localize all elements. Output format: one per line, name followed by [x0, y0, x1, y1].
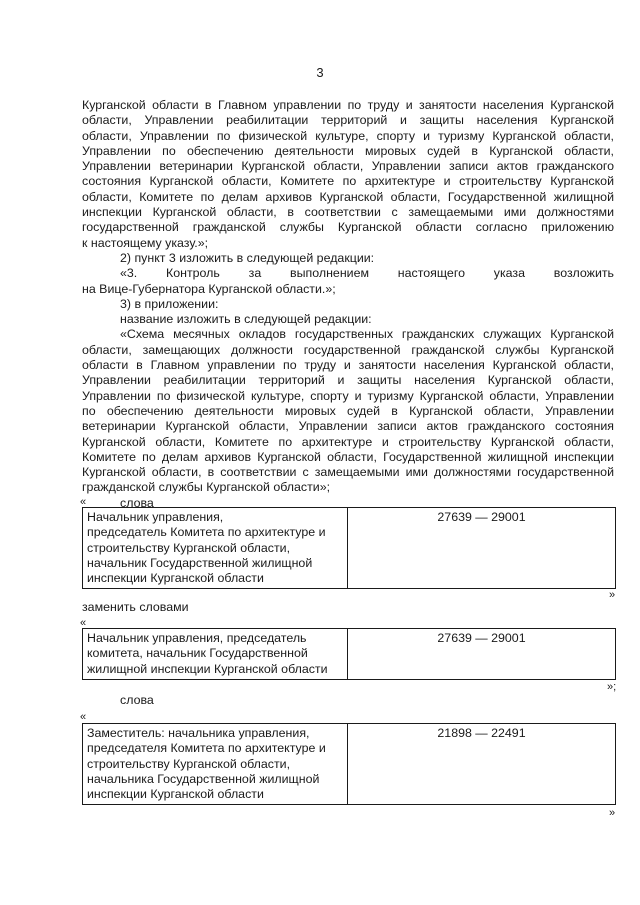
intro-line: Управлении ветеринарии Курганской области, Управлении записи актов гражданского	[82, 159, 614, 174]
position-cell	[83, 508, 348, 589]
control-line-2: на Вице-Губернатора Курганской области.»;	[82, 281, 336, 296]
intro-line: области, Комитете по делам архивов Курганской области, Государственной жилищной	[82, 189, 614, 204]
name-line: название изложить в следующей редакции:	[120, 312, 372, 327]
position-cell	[83, 629, 348, 680]
position-line: строительству Курганской области,	[87, 540, 291, 555]
position-line: Начальник управления, председатель	[87, 631, 307, 645]
schema-line: Курганской области, в соответствии с замещаемыми ими должностями государственной	[82, 465, 614, 480]
quote-close: »	[609, 589, 616, 601]
schema-line: Управлении по физической культуре, спорту и туризму Курганской области, Управлении	[82, 388, 614, 403]
position-line: комитета, начальник Государственной	[87, 646, 308, 661]
position-line: инспекции Курганской области	[87, 787, 264, 802]
salary-table-new-head	[82, 628, 616, 680]
quote-open: «	[80, 496, 87, 508]
schema-line: «Схема месячных окладов государственных гражданских служащих Курганской	[120, 327, 614, 342]
position-line: жилищной инспекции Курганской области	[87, 661, 328, 676]
salary-cell: 27639 — 29001	[348, 508, 616, 589]
salary-cell: 27639 — 29001	[348, 629, 616, 680]
position-line: председатель Комитета по архитектуре и	[87, 525, 326, 540]
item-2-heading: 2) пункт 3 изложить в следующей редакции:	[120, 250, 375, 265]
intro-paragraph	[82, 98, 614, 511]
intro-line: к настоящему указу.»;	[82, 235, 209, 250]
schema-line: области в Главном управлении по труду и занятости населения Курганской области,	[82, 358, 614, 373]
replace-label: заменить словами	[82, 600, 189, 614]
table-row	[83, 508, 616, 589]
position-line: строительству Курганской области,	[87, 756, 291, 771]
position-line: Начальник управления,	[87, 510, 224, 524]
position-line: Заместитель: начальника управления,	[87, 726, 310, 740]
schema-line: Комитете по делам архивов Курганской области, Государственной жилищной инспекции	[82, 449, 614, 464]
item-3-heading: 3) в приложении:	[120, 296, 219, 311]
position-cell	[83, 724, 348, 805]
schema-line: ветеринарии Курганской области, Управлении записи актов гражданского состояния	[82, 419, 614, 434]
words-label: слова	[120, 495, 154, 510]
intro-line: состояния Курганской области, Комитете по архитектуре и строительству Курганской	[82, 174, 614, 189]
schema-line: области, замещающих должности государственной гражданской службы Курганской	[82, 342, 614, 357]
intro-line: области, Управлении реабилитации территорий и защиты населения Курганской	[82, 113, 614, 128]
intro-line: Курганской области в Главном управлении по труду и занятости населения Курганской	[82, 98, 614, 112]
quote-open: «	[80, 617, 87, 629]
intro-line: государственной гражданской службы Курганской области согласно приложению	[82, 220, 614, 235]
intro-line: Управлении по обеспечению деятельности мировых судей в Курганской области,	[82, 143, 614, 158]
quote-close: »	[609, 807, 616, 819]
page-number: 3	[316, 65, 324, 80]
intro-line: области, Управлении по физической культуре, спорту и туризму Курганской области,	[82, 128, 614, 143]
salary-cell: 21898 — 22491	[348, 724, 616, 805]
table-row	[83, 724, 616, 805]
schema-line: по обеспечению деятельности мировых судей в Курганской области, Управлении	[82, 403, 614, 418]
table-row	[83, 629, 616, 680]
position-line: председателя Комитета по архитектуре и	[87, 741, 326, 756]
salary-table-old-deputy	[82, 723, 616, 805]
position-line: инспекции Курганской области	[87, 571, 264, 586]
schema-line: Управлении реабилитации территорий и защиты населения Курганской области,	[82, 373, 614, 388]
quote-open: «	[80, 711, 87, 723]
control-line-1: «3. Контроль за выполнением настоящего указа возложить	[120, 266, 614, 281]
salary-table-old-head	[82, 507, 616, 589]
schema-line: гражданской службы Курганской области»;	[82, 480, 331, 495]
intro-line: инспекции Курганской области, в соответствии с замещаемыми ими должностями	[82, 205, 614, 220]
quote-close-semicolon: »;	[607, 681, 617, 693]
words-label: слова	[120, 693, 154, 707]
schema-line: Курганской области, Комитете по архитектуре и строительству Курганской области,	[82, 434, 614, 449]
position-line: начальник Государственной жилищной	[87, 555, 313, 570]
position-line: начальника Государственной жилищной	[87, 771, 320, 786]
